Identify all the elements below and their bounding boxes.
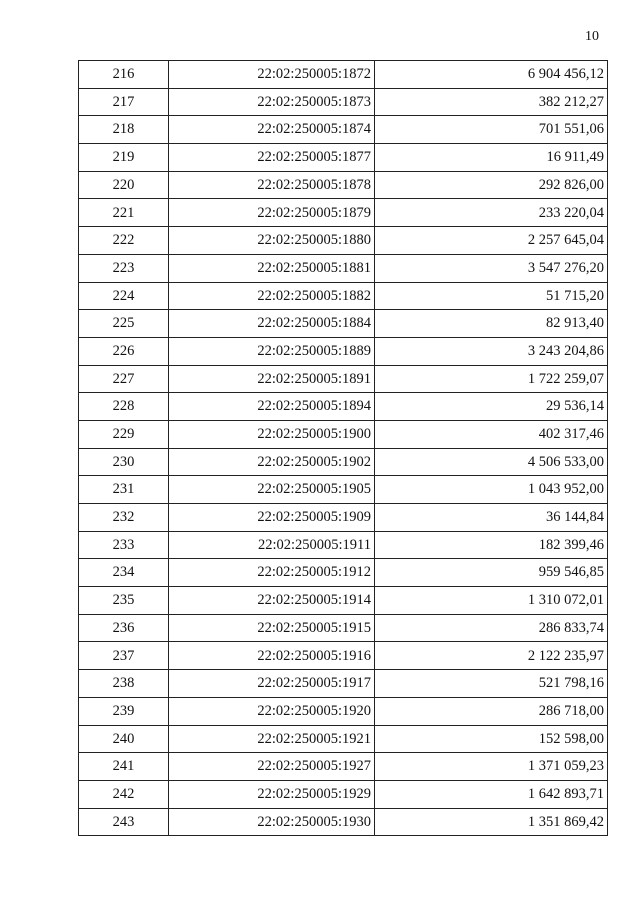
row-number-cell: 216 [79, 61, 169, 89]
cadastral-value-cell: 292 826,00 [375, 171, 608, 199]
table-row [79, 171, 608, 199]
table-row [79, 365, 608, 393]
cadastral-value-cell: 182 399,46 [375, 531, 608, 559]
table-row [79, 144, 608, 172]
cadastral-value-cell: 521 798,16 [375, 670, 608, 698]
cadastral-value-cell: 2 257 645,04 [375, 227, 608, 255]
cadastral-value-cell: 82 913,40 [375, 310, 608, 338]
row-number-cell: 230 [79, 448, 169, 476]
table-row [79, 753, 608, 781]
row-number-cell: 221 [79, 199, 169, 227]
cadastral-number-cell: 22:02:250005:1878 [169, 171, 375, 199]
row-number-cell: 233 [79, 531, 169, 559]
cadastral-value-cell: 16 911,49 [375, 144, 608, 172]
table-row [79, 420, 608, 448]
table-row [79, 254, 608, 282]
cadastral-value-cell: 2 122 235,97 [375, 642, 608, 670]
row-number-cell: 219 [79, 144, 169, 172]
cadastral-number-cell: 22:02:250005:1929 [169, 780, 375, 808]
row-number-cell: 243 [79, 808, 169, 836]
row-number-cell: 239 [79, 697, 169, 725]
row-number-cell: 231 [79, 476, 169, 504]
row-number-cell: 223 [79, 254, 169, 282]
cadastral-number-cell: 22:02:250005:1916 [169, 642, 375, 670]
cadastral-number-cell: 22:02:250005:1882 [169, 282, 375, 310]
cadastral-number-cell: 22:02:250005:1889 [169, 337, 375, 365]
table-row [79, 476, 608, 504]
cadastral-number-cell: 22:02:250005:1879 [169, 199, 375, 227]
table-row [79, 808, 608, 836]
cadastral-value-cell: 1 043 952,00 [375, 476, 608, 504]
row-number-cell: 228 [79, 393, 169, 421]
cadastral-value-cell: 51 715,20 [375, 282, 608, 310]
table-row [79, 697, 608, 725]
cadastral-value-cell: 402 317,46 [375, 420, 608, 448]
table-row [79, 282, 608, 310]
table-row [79, 531, 608, 559]
cadastral-value-cell: 36 144,84 [375, 504, 608, 532]
cadastral-number-cell: 22:02:250005:1900 [169, 420, 375, 448]
cadastral-number-cell: 22:02:250005:1930 [169, 808, 375, 836]
cadastral-value-cell: 1 371 059,23 [375, 753, 608, 781]
cadastral-number-cell: 22:02:250005:1912 [169, 559, 375, 587]
row-number-cell: 226 [79, 337, 169, 365]
cadastral-value-cell: 4 506 533,00 [375, 448, 608, 476]
cadastral-value-cell: 1 722 259,07 [375, 365, 608, 393]
cadastral-number-cell: 22:02:250005:1915 [169, 614, 375, 642]
cadastral-number-cell: 22:02:250005:1881 [169, 254, 375, 282]
table-row [79, 587, 608, 615]
cadastral-number-cell: 22:02:250005:1914 [169, 587, 375, 615]
cadastral-value-cell: 29 536,14 [375, 393, 608, 421]
row-number-cell: 232 [79, 504, 169, 532]
cadastral-number-cell: 22:02:250005:1880 [169, 227, 375, 255]
row-number-cell: 227 [79, 365, 169, 393]
table-body [79, 61, 608, 836]
cadastral-number-cell: 22:02:250005:1884 [169, 310, 375, 338]
cadastral-number-cell: 22:02:250005:1894 [169, 393, 375, 421]
row-number-cell: 224 [79, 282, 169, 310]
row-number-cell: 234 [79, 559, 169, 587]
cadastral-value-cell: 959 546,85 [375, 559, 608, 587]
table-row [79, 337, 608, 365]
cadastral-value-cell: 152 598,00 [375, 725, 608, 753]
row-number-cell: 220 [79, 171, 169, 199]
table-row [79, 227, 608, 255]
cadastral-number-cell: 22:02:250005:1874 [169, 116, 375, 144]
table-row [79, 725, 608, 753]
cadastral-number-cell: 22:02:250005:1872 [169, 61, 375, 89]
cadastral-value-cell: 3 547 276,20 [375, 254, 608, 282]
table-row [79, 642, 608, 670]
row-number-cell: 241 [79, 753, 169, 781]
cadastral-number-cell: 22:02:250005:1891 [169, 365, 375, 393]
cadastral-value-cell: 1 351 869,42 [375, 808, 608, 836]
cadastral-number-cell: 22:02:250005:1920 [169, 697, 375, 725]
row-number-cell: 240 [79, 725, 169, 753]
table-row [79, 116, 608, 144]
row-number-cell: 242 [79, 780, 169, 808]
cadastral-number-cell: 22:02:250005:1877 [169, 144, 375, 172]
cadastral-value-cell: 233 220,04 [375, 199, 608, 227]
cadastral-value-table [78, 60, 608, 836]
cadastral-number-cell: 22:02:250005:1911 [169, 531, 375, 559]
cadastral-value-cell: 286 833,74 [375, 614, 608, 642]
page-number: 10 [585, 29, 599, 44]
table-row [79, 504, 608, 532]
cadastral-value-cell: 1 642 893,71 [375, 780, 608, 808]
cadastral-value-cell: 701 551,06 [375, 116, 608, 144]
cadastral-value-cell: 1 310 072,01 [375, 587, 608, 615]
row-number-cell: 238 [79, 670, 169, 698]
cadastral-value-cell: 286 718,00 [375, 697, 608, 725]
table-row [79, 670, 608, 698]
cadastral-number-cell: 22:02:250005:1905 [169, 476, 375, 504]
table-row [79, 199, 608, 227]
row-number-cell: 217 [79, 88, 169, 116]
cadastral-number-cell: 22:02:250005:1917 [169, 670, 375, 698]
cadastral-value-cell: 3 243 204,86 [375, 337, 608, 365]
row-number-cell: 218 [79, 116, 169, 144]
row-number-cell: 235 [79, 587, 169, 615]
table-row [79, 61, 608, 89]
table-row [79, 88, 608, 116]
table-row [79, 559, 608, 587]
row-number-cell: 229 [79, 420, 169, 448]
cadastral-number-cell: 22:02:250005:1873 [169, 88, 375, 116]
table-row [79, 448, 608, 476]
row-number-cell: 237 [79, 642, 169, 670]
cadastral-number-cell: 22:02:250005:1927 [169, 753, 375, 781]
table-row [79, 310, 608, 338]
table-row [79, 614, 608, 642]
cadastral-value-cell: 382 212,27 [375, 88, 608, 116]
cadastral-value-cell: 6 904 456,12 [375, 61, 608, 89]
row-number-cell: 236 [79, 614, 169, 642]
cadastral-number-cell: 22:02:250005:1921 [169, 725, 375, 753]
row-number-cell: 225 [79, 310, 169, 338]
table-row [79, 780, 608, 808]
row-number-cell: 222 [79, 227, 169, 255]
table-row [79, 393, 608, 421]
cadastral-number-cell: 22:02:250005:1902 [169, 448, 375, 476]
cadastral-number-cell: 22:02:250005:1909 [169, 504, 375, 532]
